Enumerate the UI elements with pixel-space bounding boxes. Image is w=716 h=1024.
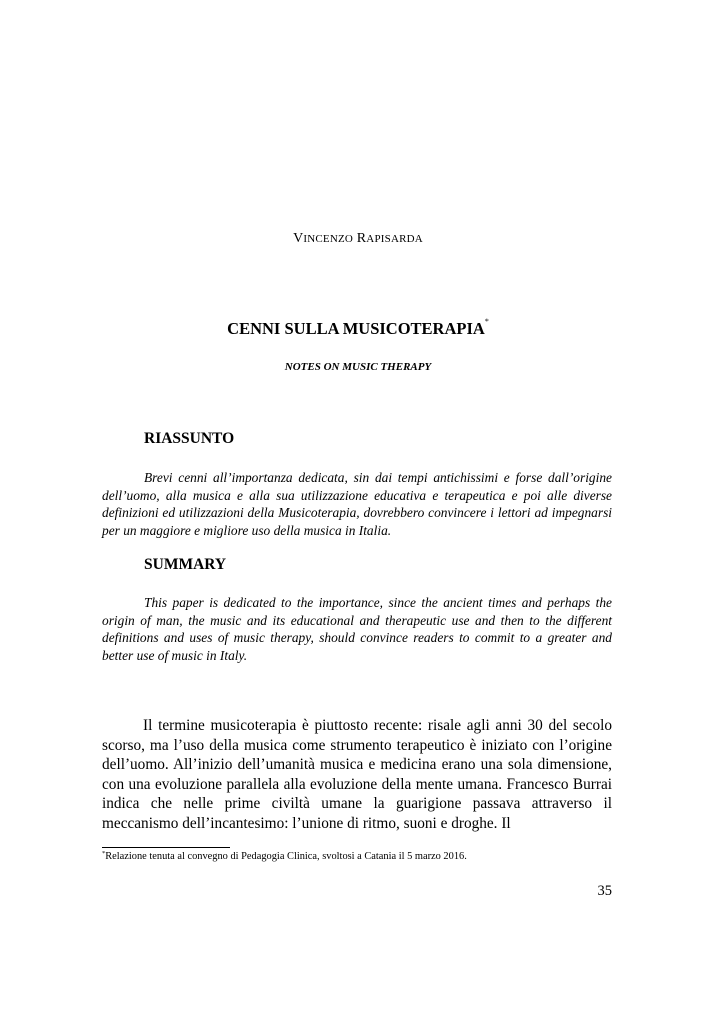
footnote-text: Relazione tenuta al convegno di Pedagogia Clinica, svoltosi a Catania il 5 marzo 2016.: [105, 851, 467, 862]
author-last-initial: R: [356, 231, 367, 246]
footnote-divider: [102, 847, 230, 848]
article-title: [0, 319, 716, 339]
riassunto-text: Brevi cenni all’importanza dedicata, sin dai tempi antichissimi e forse dall’origine dell’uomo, alla musica e alla sua utilizzazione educativa e terapeutica e poi alle diverse definizioni ed utilizzazioni della Musicoterapia, dovrebbero convincere i lettori ad impegnarsi per un maggiore e migliore uso della musica in Italia.: [102, 470, 612, 538]
author-name: [0, 231, 716, 247]
footnote-marker: *: [102, 850, 106, 857]
footnote: [102, 851, 467, 862]
summary-heading: SUMMARY: [144, 556, 227, 573]
body-paragraph: Il termine musicoterapia è piuttosto recente: risale agli anni 30 del secolo scorso, ma l’uso della musica come strumento terapeutico è iniziato con l’origine dell’uomo. All’inizio dell’umanità musica e medicina erano una sola dimensione, con una evoluzione parallela alla evoluzione della mente umana. Francesco Burrai indica che nelle prime civiltà umane la guarigione passava attraverso il meccanismo dell’incantesimo: l’unione di ritmo, suoni e droghe. Il: [102, 717, 612, 832]
riassunto-heading: RIASSUNTO: [144, 430, 235, 447]
title-footnote-marker: *: [484, 317, 489, 326]
author-first-rest: INCENZO: [303, 233, 354, 245]
article-subtitle: NOTES ON MUSIC THERAPY: [284, 361, 432, 373]
author-last-rest: APISARDA: [366, 233, 423, 245]
summary-text: This paper is dedicated to the importance, since the ancient times and perhaps the origin of man, the music and its educational and therapeutic use and then to the different definitions and uses of music therapy, should convince readers to commit to a greater and better use of music in Italy.: [102, 595, 612, 663]
author-first-initial: V: [293, 231, 304, 246]
page-number: 35: [597, 883, 612, 899]
article-title-text: CENNI SULLA MUSICOTERAPIA: [227, 319, 485, 338]
